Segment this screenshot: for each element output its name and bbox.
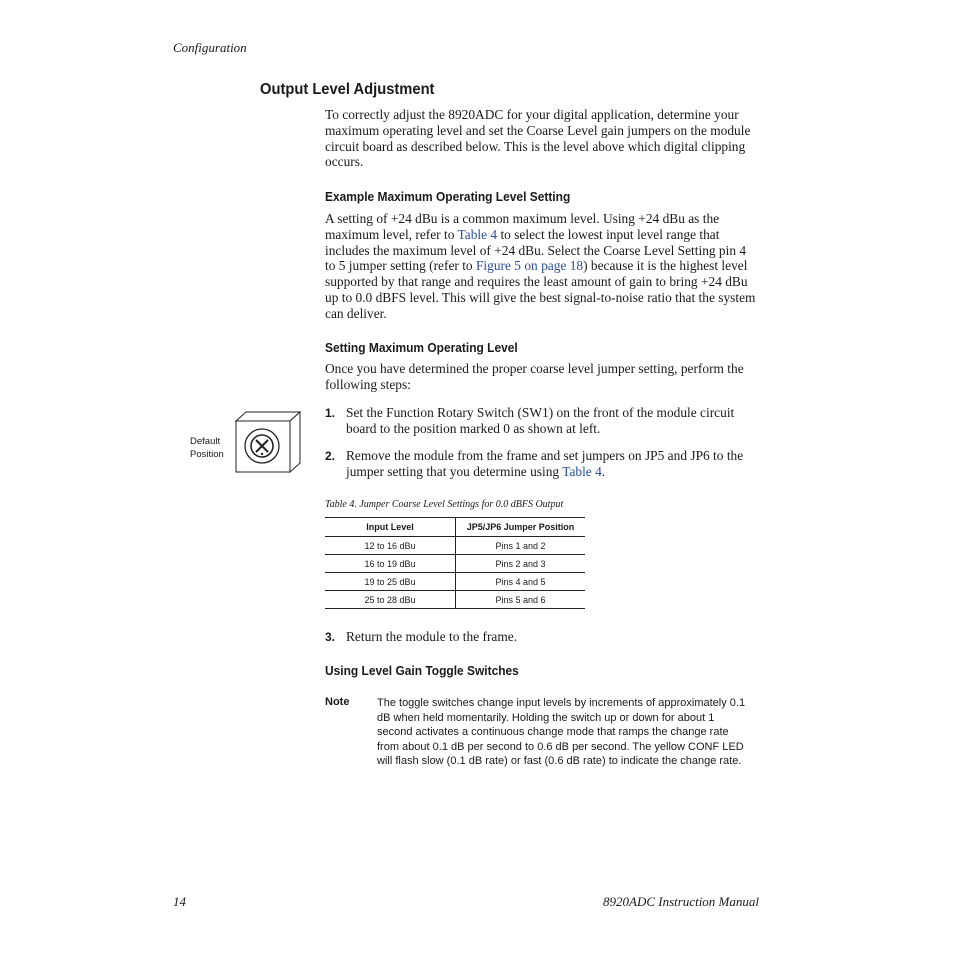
figure-label bbox=[190, 435, 224, 461]
example-paragraph bbox=[325, 211, 758, 322]
section-title: Output Level Adjustment bbox=[260, 81, 435, 98]
toggle-heading: Using Level Gain Toggle Switches bbox=[325, 663, 519, 678]
step-1 bbox=[325, 405, 759, 436]
intro-paragraph: To correctly adjust the 8920ADC for your digital application, determine your maximum operating level and set the Coarse Level gain jumpers on the module circuit board as described below. This is the level above which digital clipping occurs. bbox=[325, 107, 751, 170]
table-cell: Pins 5 and 6 bbox=[456, 591, 586, 609]
table-row bbox=[325, 591, 585, 609]
step-2-text: Remove the module from the frame and set jumpers on JP5 and JP6 to the jumper setting that you determine using bbox=[346, 448, 744, 479]
step-text: Set the Function Rotary Switch (SW1) on the front of the module circuit board to the position marked 0 as shown at left. bbox=[346, 405, 735, 436]
note-text: The toggle switches change input levels by increments of approximately 0.1 dB when held momentarily. Holding the switch up or down for about 1 second activates a continuous change mode that ramps the change rate from about 0.1 dB per second to 0.6 dB per second. The yellow CONF LED will flash slow (0.1 dB rate) or fast (0.6 dB rate) to indicate the change rate. bbox=[377, 697, 746, 768]
table-cell: 25 to 28 dBu bbox=[325, 591, 456, 609]
table-cell: 16 to 19 dBu bbox=[325, 555, 456, 573]
step-number: 1. bbox=[325, 406, 336, 420]
step-2 bbox=[325, 448, 759, 479]
table-cell: Pins 1 and 2 bbox=[456, 537, 586, 555]
table-4-link[interactable]: Table 4 bbox=[457, 226, 498, 242]
jumper-table bbox=[325, 517, 585, 609]
step-3 bbox=[325, 629, 759, 646]
table-row bbox=[325, 555, 585, 573]
table-cell: Pins 4 and 5 bbox=[456, 573, 586, 591]
table-cell: Pins 2 and 3 bbox=[456, 555, 586, 573]
rotary-switch-figure bbox=[234, 410, 302, 474]
table-caption: Table 4. Jumper Coarse Level Settings for 0.0 dBFS Output bbox=[325, 499, 564, 510]
manual-title: 8920ADC Instruction Manual bbox=[603, 894, 759, 909]
table-row bbox=[325, 573, 585, 591]
step-2-text-end: . bbox=[601, 463, 606, 479]
step-number: 3. bbox=[325, 630, 336, 644]
figure-label-line2: Position bbox=[190, 449, 224, 460]
table-cell: 12 to 16 dBu bbox=[325, 537, 456, 555]
example-text-1: A setting of +24 dBu is a common maximum level. Using +24 dBu as the maximum level, refer to bbox=[325, 211, 720, 242]
table-row bbox=[325, 537, 585, 555]
step-number: 2. bbox=[325, 449, 336, 463]
step-text: Return the module to the frame. bbox=[346, 629, 518, 644]
setting-intro: Once you have determined the proper coarse level jumper setting, perform the following steps: bbox=[325, 361, 744, 392]
table-4-link[interactable]: Table 4 bbox=[562, 463, 602, 479]
page-number: 14 bbox=[173, 894, 186, 909]
running-header: Configuration bbox=[173, 40, 247, 55]
figure-label-line1: Default bbox=[190, 436, 221, 447]
column-header-input-level: Input Level bbox=[325, 518, 456, 537]
table-cell: 19 to 25 dBu bbox=[325, 573, 456, 591]
setting-heading: Setting Maximum Operating Level bbox=[325, 340, 518, 355]
note-label: Note bbox=[325, 696, 350, 708]
column-header-jumper-position: JP5/JP6 Jumper Position bbox=[456, 518, 586, 537]
example-text-3: ) because it is the highest level supported by that range and requires the least amount of gain to bring +24 dBu up to 0.0 dBFS level. This will give the best signal-to-noise ratio that the system can deliver. bbox=[325, 258, 756, 321]
table-header-row bbox=[325, 518, 585, 537]
example-text-2: to select the lowest input level range that includes the maximum level of +24 dBu. Select the Coarse Level Setting pin 4 to 5 jumper setting (refer to bbox=[325, 226, 747, 274]
figure-5-link[interactable]: Figure 5 on page 18 bbox=[475, 258, 584, 274]
example-heading: Example Maximum Operating Level Setting bbox=[325, 189, 571, 204]
step-text bbox=[346, 448, 759, 480]
